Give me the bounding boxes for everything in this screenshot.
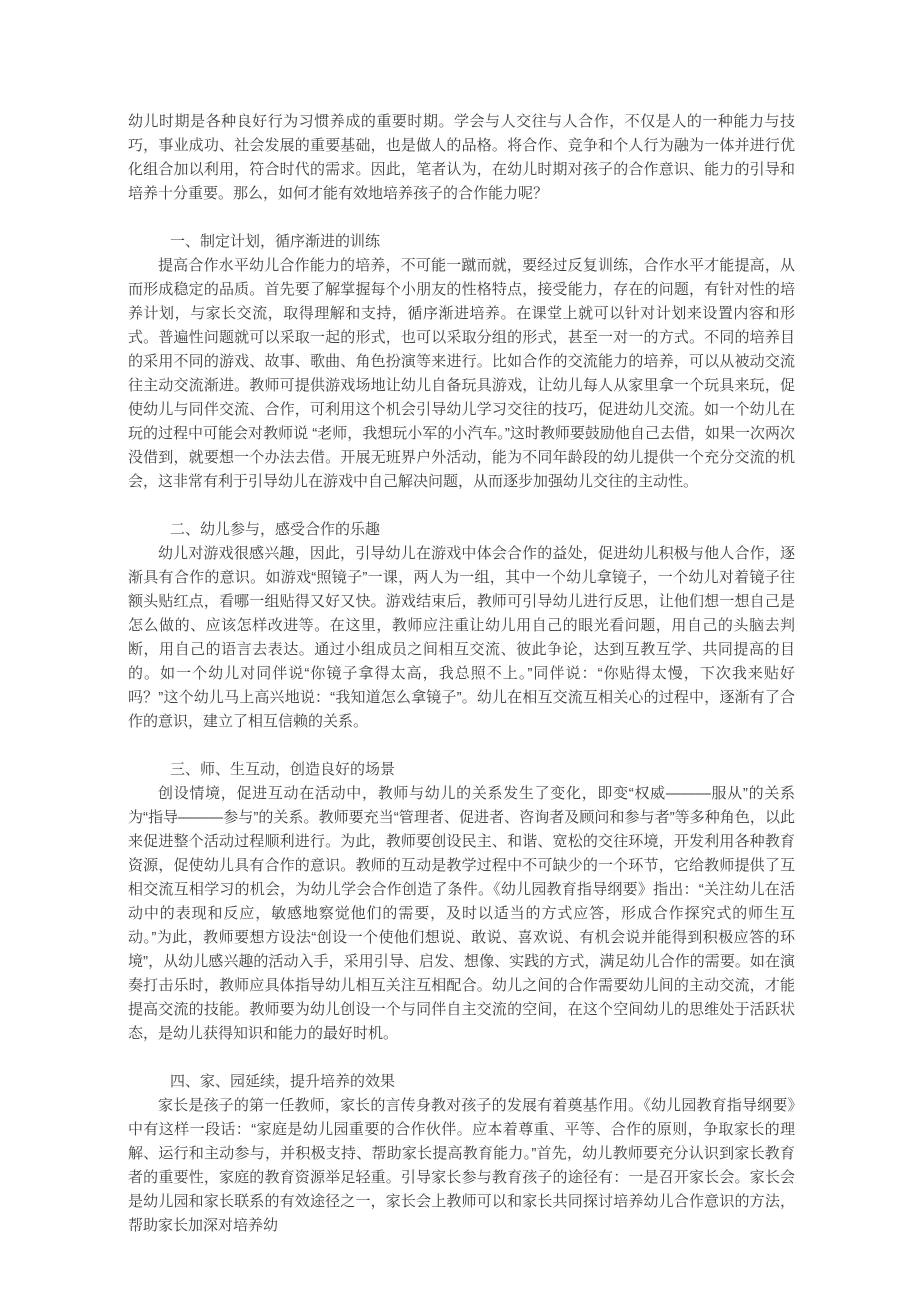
- section-4-body: 家长是孩子的第一任教师，家长的言传身教对孩子的发展有着奠基作用。《幼儿园教育指导纲要》中有这样一段话：“家庭是幼儿园重要的合作伙伴。应本着尊重、平等、合作的原则，争取家长的理解、运行和主动参与，并积极支持、帮助家长提高教育能力。”首先，幼儿教师要充分认识到家长教育者的重要性，家庭的教育资源举足轻重。引导家长参与教育孩子的途径有：一是召开家长会。家长会是幼儿园和家长联系的有效途径之一，家长会上教师可以和家长共同探讨培养幼儿合作意识的方法，帮助家长加深对培养幼: [128, 1097, 795, 1234]
- section-3-body: 创设情境，促进互动在活动中，教师与幼儿的关系发生了变化，即变“权威———服从”的关系为“指导———参与”的关系。教师要充当“管理者、促进者、咨询者及顾问和参与者”等多种角色，以此来促进整个活动过程顺利进行。为此，教师要创设民主、和谐、宽松的交往环境，开发利用各种教育资源，促使幼儿具有合作的意识。教师的互动是教学过程中不可缺少的一个环节，它给教师提供了互相交流互相学习的机会，为幼儿学会合作创造了条件。《幼儿园教育指导纲要》指出：“关注幼儿在活动中的表现和反应，敏感地察觉他们的需要，及时以适当的方式应答，形成合作探究式的师生互动。”为此，教师要想方设法“创设一个使他们想说、敢说、喜欢说、有机会说并能得到积极应答的环境”，从幼儿感兴趣的活动入手，采用引导、启发、想像、实践的方式，满足幼儿合作的需要。如在演奏打击乐时，教师应具体指导幼儿相互关注互相配合。幼儿之间的合作需要幼儿间的主动交流，才能提高交流的技能。教师要为幼儿创设一个与同伴自主交流的空间，在这个空间幼儿的思维处于活跃状态，是幼儿获得知识和能力的最好时机。: [128, 785, 795, 1042]
- section-2-heading: 二、幼儿参与，感受合作的乐趣: [170, 521, 381, 538]
- section-1-body: 提高合作水平幼儿合作能力的培养，不可能一蹴而就，要经过反复训练，合作水平才能提高，从而形成稳定的品质。首先要了解掌握每个小朋友的性格特点，接受能力，存在的问题，有针对性的培养计划，与家长交流，取得理解和支持，循序渐进培养。在课堂上就可以针对计划来设置内容和形式。普遍性问题就可以采取一起的形式，也可以采取分组的形式，甚至一对一的方式。不同的培养目的采用不同的游戏、故事、歌曲、角色扮演等来进行。比如合作的交流能力的培养，可以从被动交流往主动交流渐进。教师可提供游戏场地让幼儿自备玩具游戏，让幼儿每人从家里拿一个玩具来玩，促使幼儿与同伴交流、合作，可利用这个机会引导幼儿学习交往的技巧，促进幼儿交流。如一个幼儿在玩的过程中可能会对教师说 “老师，我想玩小军的小汽车。”这时教师要鼓励他自己去借，如果一次两次没借到，就要想一个办法去借。开展无班界户外活动，能为不同年龄段的幼儿提供一个充分交流的机会，这非常有利于引导幼儿在游戏中自己解决问题，从而逐步加强幼儿交往的主动性。: [128, 257, 795, 490]
- intro-paragraph: 幼儿时期是各种良好行为习惯养成的重要时期。学会与人交往与人合作，不仅是人的一种能力与技巧，事业成功、社会发展的重要基础，也是做人的品格。将合作、竞争和个人行为融为一体并进行优化组合加以利用，符合时代的需求。因此，笔者认为，在幼儿时期对孩子的合作意识、能力的引导和培养十分重要。那么，如何才能有效地培养孩子的合作能力呢？: [128, 113, 795, 202]
- section-3-heading: 三、师、生互动，创造良好的场景: [170, 761, 396, 778]
- section-1-heading: 一、制定计划，循序渐进的训练: [170, 233, 381, 250]
- section-2-body: 幼儿对游戏很感兴趣，因此，引导幼儿在游戏中体会合作的益处，促进幼儿积极与他人合作，逐渐具有合作的意识。如游戏“照镜子”一课，两人为一组，其中一个幼儿拿镜子，一个幼儿对着镜子往额头贴红点，看哪一组贴得又好又快。游戏结束后，教师可引导幼儿进行反思，让他们想一想自己是怎么做的、应该怎样改进等。在这里，教师应注重让幼儿用自己的眼光看问题，用自己的头脑去判断，用自己的语言去表达。通过小组成员之间相互交流、彼此争论，达到互教互学、共同提高的目的。如一个幼儿对同伴说“你镜子拿得太高，我总照不上。”同伴说：“你贴得太慢，下次我来贴好吗？”这个幼儿马上高兴地说：“我知道怎么拿镜子”。幼儿在相互交流互相关心的过程中，逐渐有了合作的意识，建立了相互信赖的关系。: [128, 545, 795, 730]
- section-4-heading: 四、家、园延续，提升培养的效果: [170, 1073, 396, 1090]
